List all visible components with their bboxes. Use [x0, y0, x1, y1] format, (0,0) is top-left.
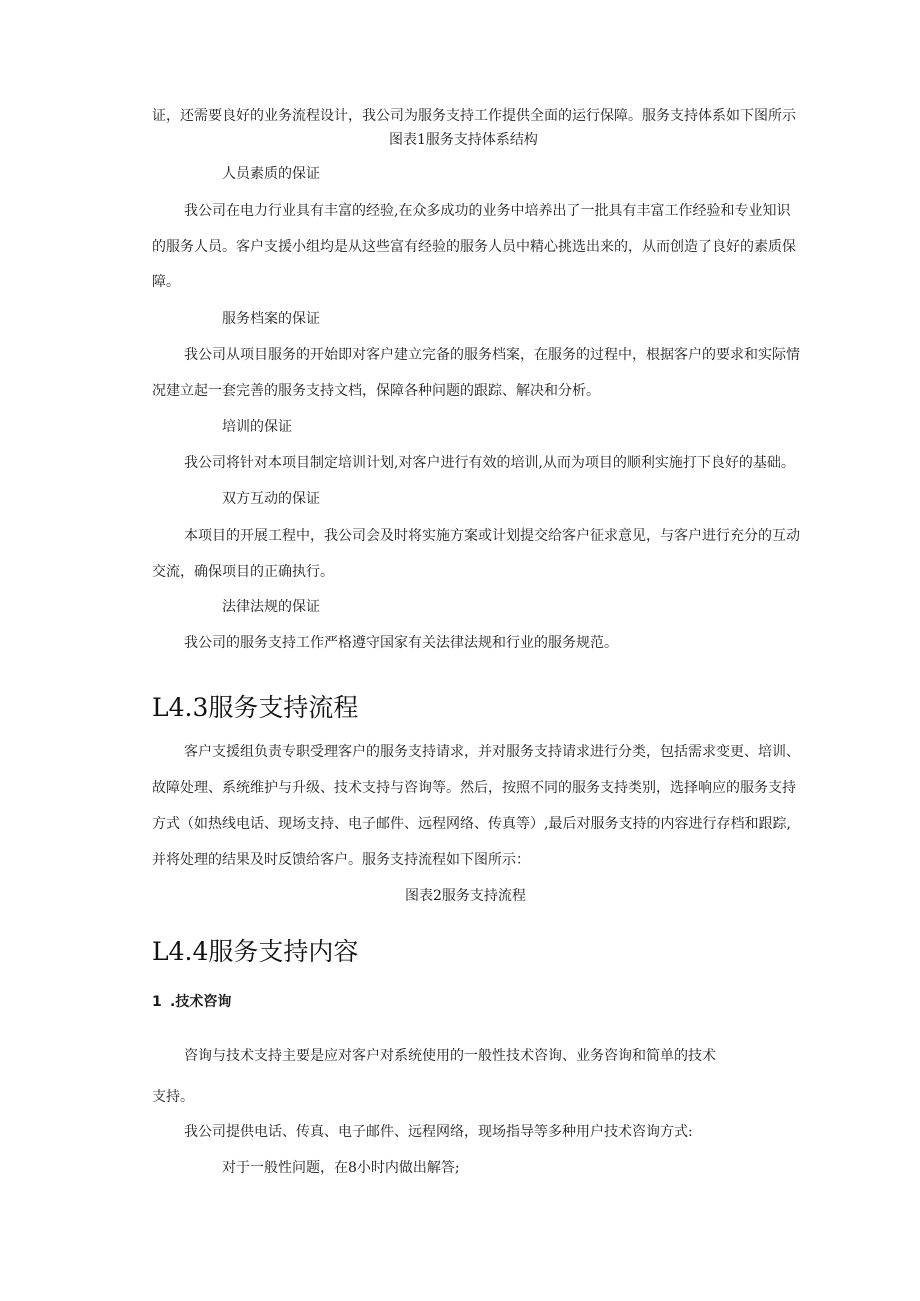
paragraph-line: 我公司提供电话、传真、电子邮件、远程网络，现场指导等多种用户技术咨询方式:	[184, 1124, 693, 1140]
paragraph-line: 对于一般性问题，在8小时内做出解答;	[222, 1160, 460, 1176]
paragraph-line: 故障处理、系统维护与升级、技术支持与咨询等。然后，按照不同的服务支持类别，选择响应的服务支持	[152, 780, 796, 796]
paragraph-line: 客户支援组负责专职受理客户的服务支持请求，并对服务支持请求进行分类，包括需求变更、培训、	[184, 744, 800, 760]
section-title-l43: L4.3服务支持流程	[152, 693, 359, 722]
paragraph-line: 支持。	[152, 1089, 194, 1105]
paragraph-line: 障。	[152, 274, 180, 290]
list-item-number: 1	[152, 994, 162, 1010]
figure1-caption: 图表1服务支持体系结构	[389, 132, 538, 148]
paragraph-line: 咨询与技术支持主要是应对客户对系统使用的一般性技术咨询、业务咨询和简单的技术	[184, 1048, 716, 1064]
section-title-l44: L4.4服务支持内容	[152, 937, 359, 966]
paragraph-line: 本项目的开展工程中，我公司会及时将实施方案或计划提交给客户征求意见，与客户进行充分的互动	[184, 528, 800, 544]
paragraph-line: 我公司在电力行业具有丰富的经验,在众多成功的业务中培养出了一批具有丰富工作经验和专业知识	[184, 203, 791, 219]
paragraph-line: 我公司的服务支持工作严格遵守国家有关法律法规和行业的服务规范。	[184, 635, 618, 651]
section-heading-training: 培训的保证	[222, 419, 292, 435]
list-item-title: .技术咨询	[170, 994, 232, 1010]
section-heading-legal: 法律法规的保证	[222, 599, 320, 615]
paragraph-line: 的服务人员。客户支援小组均是从这些富有经验的服务人员中精心挑选出来的，从而创造了良好的素质保	[152, 239, 796, 255]
paragraph-line: 方式（如热线电话、现场支持、电子邮件、远程网络、传真等）,最后对服务支持的内容进行存档和跟踪,	[152, 816, 791, 832]
section-heading-personnel: 人员素质的保证	[222, 166, 320, 182]
paragraph-line: 我公司将针对本项目制定培训计划,对客户进行有效的培训,从而为项目的顺利实施打下良好的基础。	[184, 455, 795, 471]
paragraph-line: 我公司从项目服务的开始即对客户建立完备的服务档案，在服务的过程中，根据客户的要求和实际情	[184, 347, 800, 363]
intro-line: 证，还需要良好的业务流程设计，我公司为服务支持工作提供全面的运行保障。服务支持体系如下图所示	[152, 108, 796, 124]
paragraph-line: 交流，确保项目的正确执行。	[152, 564, 334, 580]
section-heading-interaction: 双方互动的保证	[222, 491, 320, 507]
section-heading-archive: 服务档案的保证	[222, 311, 320, 327]
figure2-caption: 图表2服务支持流程	[405, 888, 526, 904]
paragraph-line: 况建立起一套完善的服务支持文档，保障各种问题的跟踪、解决和分析。	[152, 383, 600, 399]
paragraph-line: 并将处理的结果及时反馈给客户。服务支持流程如下图所示：	[152, 852, 530, 868]
